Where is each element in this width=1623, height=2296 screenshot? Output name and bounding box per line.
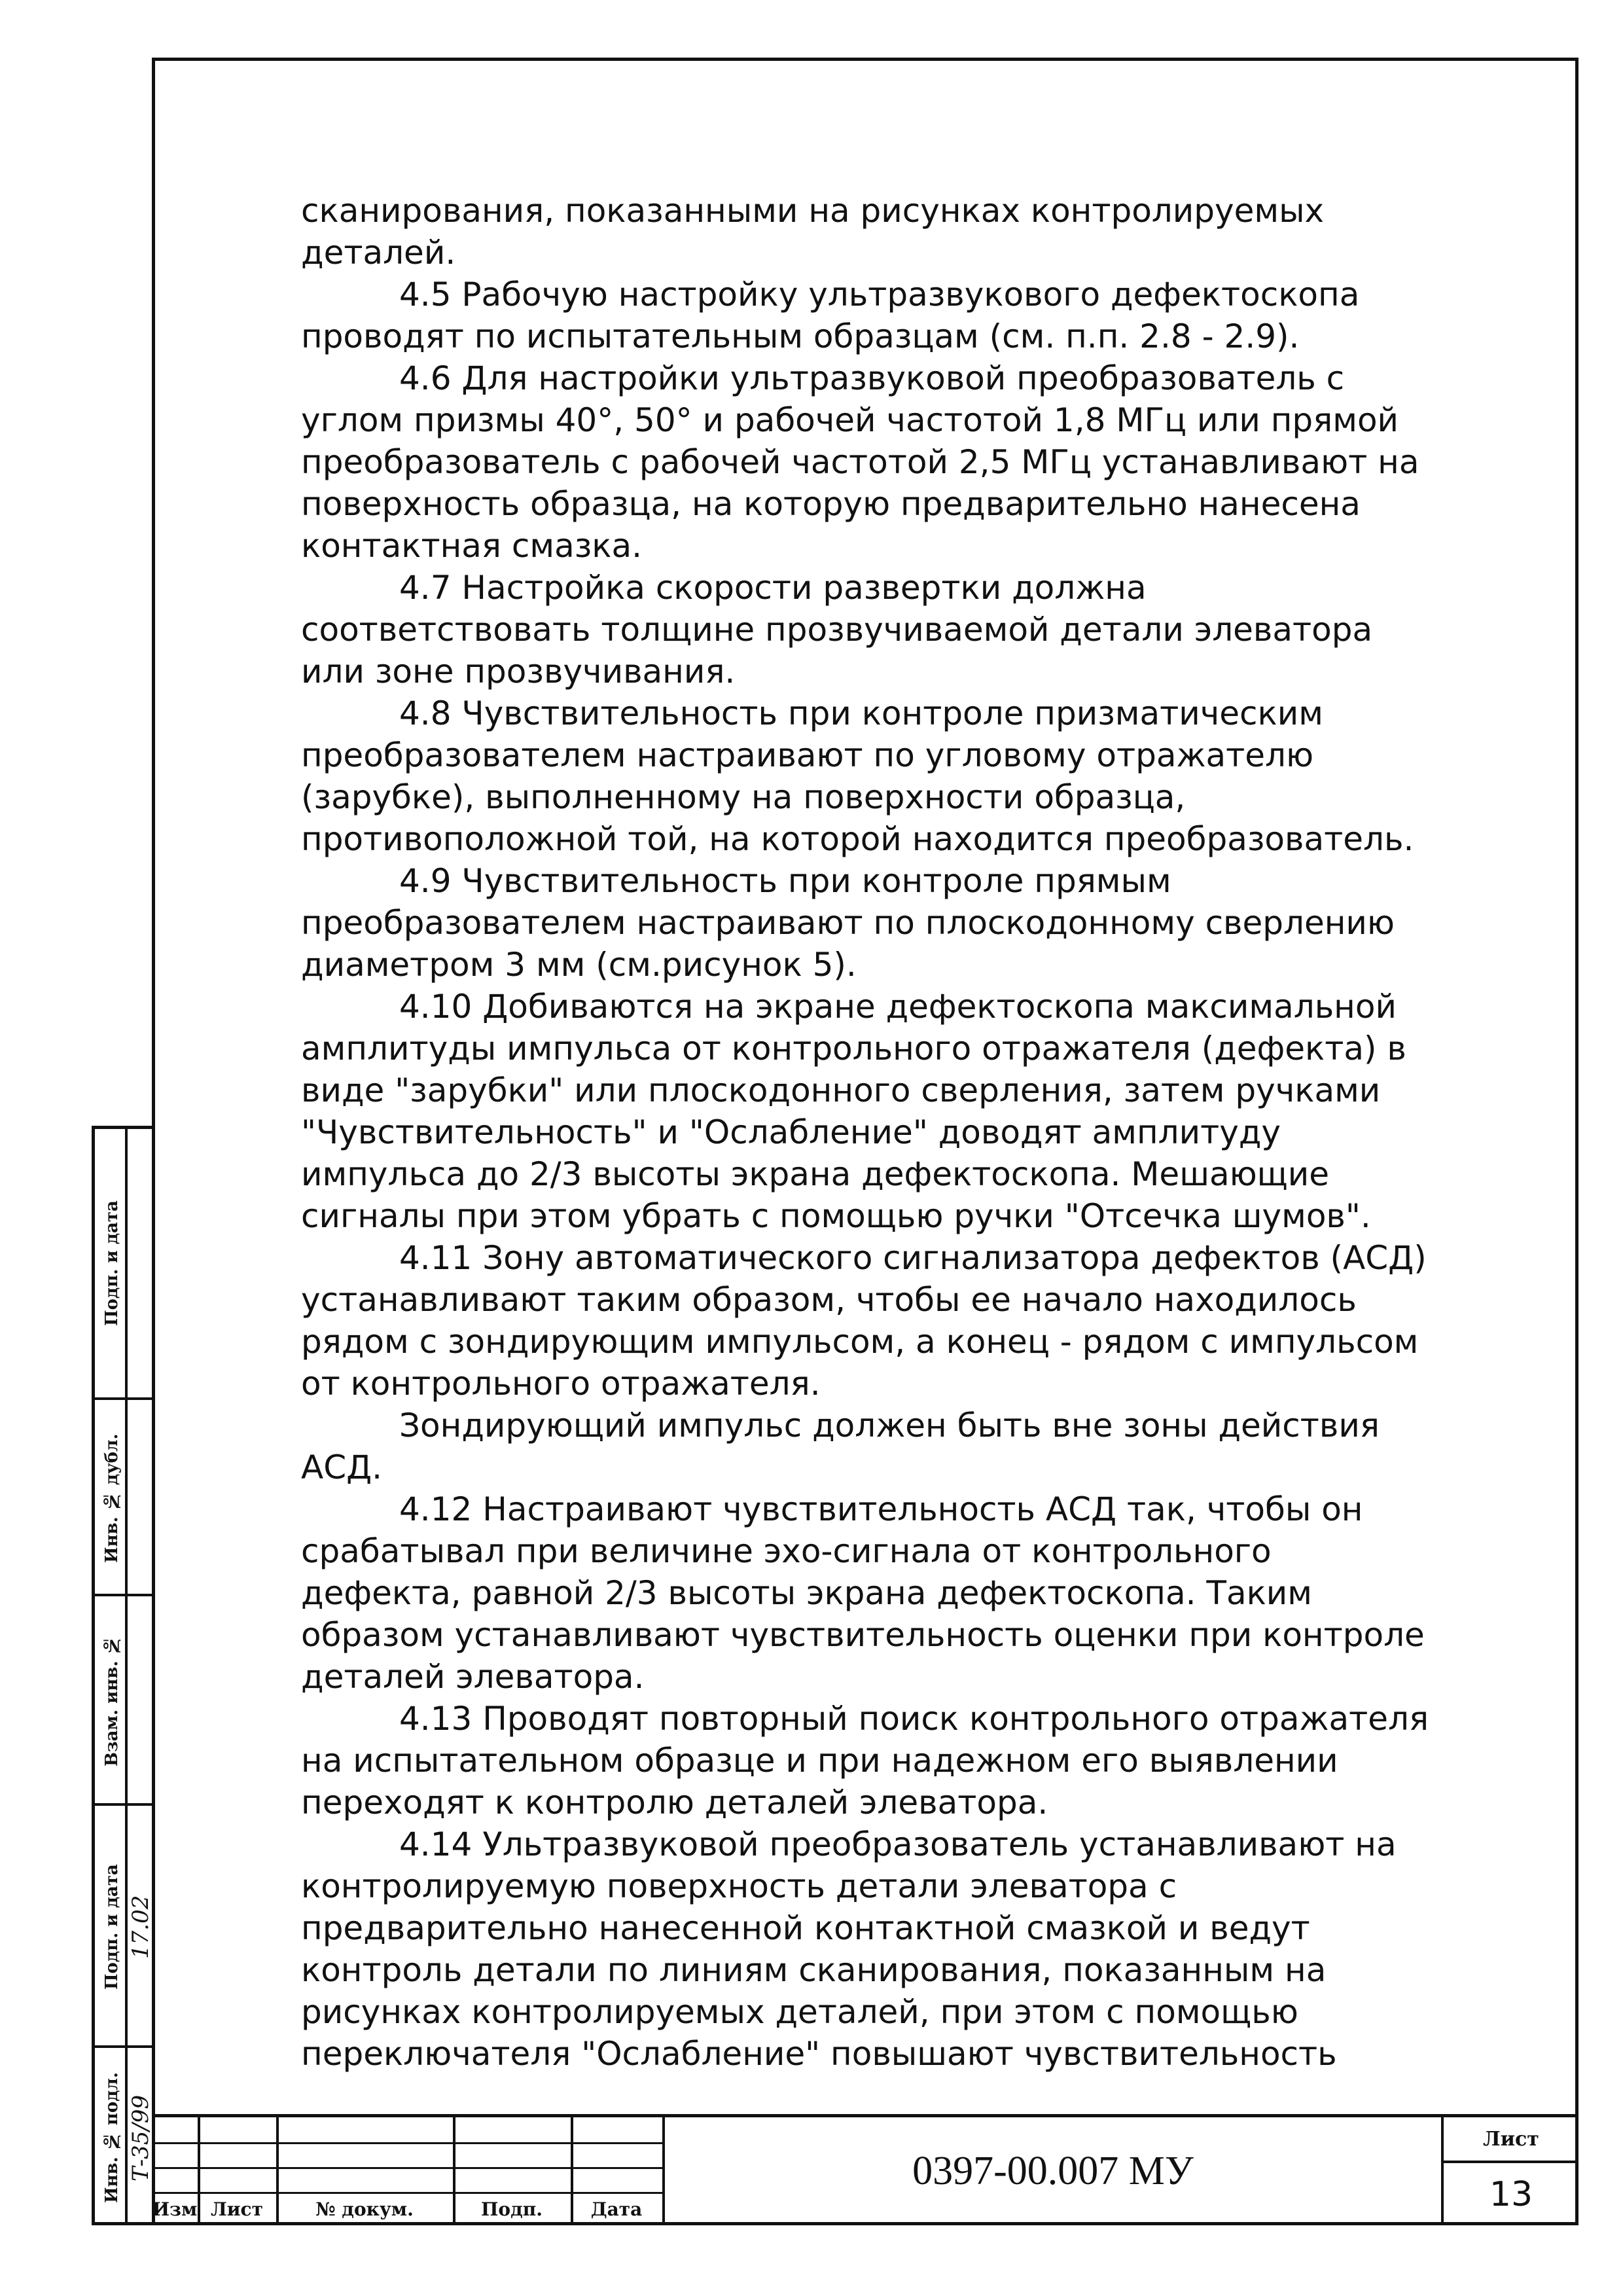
- body-paragraph: сканирования, показанными на рисунках контролируемых деталей.: [301, 192, 1325, 272]
- side-cell-orig-inv: [95, 2045, 155, 2225]
- header-change: Изм: [152, 2198, 198, 2220]
- side-cell-sign-date-1: [95, 1129, 155, 1397]
- body-paragraph: 4.14 Ультразвуковой преобразователь устанавливают на контролируемую поверхность детали элеватора с предварительно нанесенной контактной смазкой и ведут контроль детали по линиям сканирования, показанным на рисунках контролируемых деталей, при этом с помощью переключателя "Ослабление" повышают чувствительность: [301, 1825, 1397, 2073]
- side-label-sign-date-1: Подп. и дата: [102, 1200, 122, 1326]
- grid-row-line: [152, 2167, 662, 2169]
- body-paragraph: 4.7 Настройка скорости развертки должна соответствовать толщине прозвучиваемой детали элеватора или зоне прозвучивания.: [301, 569, 1373, 691]
- side-cell-sign-date-2: [95, 1803, 155, 2045]
- body-paragraph: 4.6 Для настройки ультразвуковой преобразователь с углом призмы 40°, 50° и рабочей частотой 1,8 МГц или прямой преобразователь с рабочей частотой 2,5 МГц устанавливают на поверхность образца, на которую предварительно нанесена контактная смазка.: [301, 359, 1419, 565]
- header-doc-no: № докум.: [315, 2198, 414, 2220]
- title-block: [152, 2114, 1578, 2225]
- body-paragraph: 4.12 Настраивают чувствительность АСД так, чтобы он срабатывал при величине эхо-сигнала от контрольного дефекта, равной 2/3 высоты экрана дефектоскопа. Таким образом устанавливают чувствительность оценки при контроле деталей элеватора.: [301, 1490, 1425, 1696]
- side-cell-dup-inv: [95, 1397, 155, 1594]
- side-label-sign-date-2: Подп. и дата: [102, 1864, 122, 1990]
- body-paragraph: 4.8 Чувствительность при контроле призматическим преобразователем настраивают по угловому отражателю (зарубке), выполненному на поверхности образца, противоположной той, на которой находится преобразователь.: [301, 694, 1414, 858]
- title-block-grid: [152, 2117, 662, 2225]
- header-date: Дата: [590, 2198, 643, 2220]
- side-value-sign-date-2: 17.02: [128, 1895, 154, 1959]
- body-paragraph: 4.10 Добиваются на экране дефектоскопа максимальной амплитуды импульса от контрольного отражателя (дефекта) в виде "зарубки" или плоскодонного сверления, затем ручками "Чувствительность" и "Ослабление" доводят амплитуду импульса до 2/3 высоты экрана дефектоскопа. Мешающие сигналы при этом убрать с помощью ручки "Отсечка шумов".: [301, 988, 1406, 1235]
- sheet-number: 13: [1489, 2174, 1533, 2214]
- side-label-replace-inv: Взам. инв. №: [102, 1635, 122, 1767]
- body-paragraph: 4.9 Чувствительность при контроле прямым преобразователем настраивают по плоскодонному сверлению диаметром 3 мм (см.рисунок 5).: [301, 862, 1395, 984]
- body-paragraph: 4.13 Проводят повторный поиск контрольного отражателя на испытательном образце и при надежном его выявлении переходят к контролю деталей элеватора.: [301, 1700, 1429, 1821]
- document-body: [301, 190, 1440, 2075]
- body-paragraph: 4.5 Рабочую настройку ультразвукового дефектоскопа проводят по испытательным образцам (см. п.п. 2.8 - 2.9).: [301, 276, 1360, 355]
- header-signature: Подп.: [480, 2198, 543, 2220]
- side-value-orig-inv: Т-35/99: [128, 2094, 154, 2181]
- grid-row-line: [152, 2142, 662, 2144]
- side-label-orig-inv: Инв. № подл.: [102, 2072, 122, 2204]
- side-cell-replace-inv: [95, 1594, 155, 1803]
- side-label-dup-inv: Инв. № дубл.: [102, 1433, 122, 1563]
- body-paragraph: Зондирующий импульс должен быть вне зоны действия АСД.: [301, 1407, 1380, 1486]
- side-stamp-strip: [92, 1126, 152, 2225]
- sheet-box: [1441, 2117, 1578, 2225]
- side-value-dup-inv: [128, 1400, 154, 1596]
- side-value-replace-inv: [128, 1596, 154, 1806]
- header-sheet: Лист: [211, 2198, 263, 2220]
- body-paragraph: 4.11 Зону автоматического сигнализатора дефектов (АСД) устанавливают таким образом, чтобы ее начало находилось рядом с зондирующим импульсом, а конец - рядом с импульсом от контрольного отражателя.: [301, 1239, 1427, 1403]
- document-code: 0397-00.007 МУ: [662, 2117, 1441, 2225]
- sheet-label: Лист: [1444, 2117, 1578, 2163]
- side-value-sign-date-1: [128, 1129, 154, 1397]
